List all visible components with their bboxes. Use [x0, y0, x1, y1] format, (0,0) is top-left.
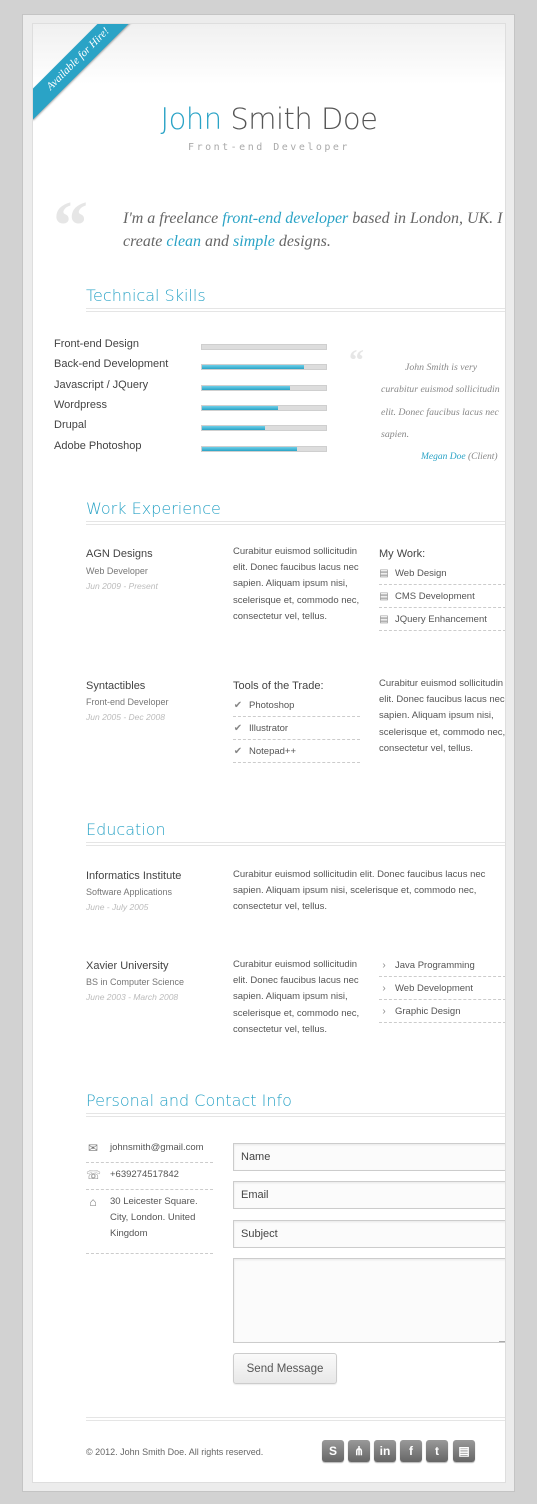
quote-icon: “ — [349, 344, 364, 377]
tools-list — [233, 694, 360, 763]
document-icon: ▤ — [379, 613, 389, 625]
send-message-button[interactable]: Send Message — [233, 1353, 337, 1384]
contact-address: ⌂ 30 Leicester Square. City, London. United Kingdom — [86, 1190, 213, 1254]
chevron-right-icon: › — [382, 982, 386, 994]
job-description: Curabitur euismod sollicitudin elit. Donec faucibus lacus nec sapien. Aliquam ipsum nisi, scelerisque et, commodo nec, consectetur vel, tellus. — [379, 678, 506, 754]
list-item — [379, 1000, 506, 1023]
list-item — [233, 740, 360, 763]
job-dates: Jun 2005 - Dec 2008 — [86, 712, 165, 722]
skills-heading: Technical Skills — [86, 286, 206, 305]
job-title: Front-end Developer — [188, 142, 350, 153]
contact-phone: ☏ +639274517842 — [86, 1163, 213, 1190]
list-item-label: Illustrator — [249, 722, 289, 734]
check-icon: ✔ — [233, 722, 243, 734]
list-item-label: Web Design — [395, 567, 447, 579]
mail-icon: ✉ — [87, 1141, 99, 1155]
list-title: My Work: — [379, 548, 426, 560]
intro-text: I'm a freelance front-end developer based in London, UK. I create clean and simple designs. — [123, 210, 503, 250]
list-title: Tools of the Trade: — [233, 680, 324, 692]
job-company: AGN Designs — [86, 548, 153, 560]
work-heading: Work Experience — [86, 499, 221, 518]
facebook-icon[interactable]: f — [400, 1440, 422, 1462]
subject-field[interactable]: Subject — [233, 1220, 506, 1248]
skill-bar — [201, 344, 327, 350]
skill-bar-fill — [202, 365, 304, 369]
skill-bar — [201, 425, 327, 431]
linkedin-icon[interactable]: in — [374, 1440, 396, 1462]
skill-label: Back-end Development — [54, 358, 169, 371]
job-dates: Jun 2009 - Present — [86, 581, 158, 591]
quote-icon: “ — [53, 188, 88, 265]
list-item-label: Notepad++ — [249, 745, 297, 757]
course-name: Software Applications — [86, 887, 173, 897]
list-item — [233, 694, 360, 717]
skill-bar — [201, 364, 327, 370]
first-name: John — [160, 102, 222, 136]
last-name: Smith Doe — [230, 102, 378, 136]
skill-bar-fill — [202, 406, 278, 410]
name-field[interactable]: Name — [233, 1143, 506, 1171]
print-icon[interactable]: ▤ — [453, 1440, 475, 1462]
testimonial-author: Megan Doe (Client) — [421, 452, 498, 462]
skill-label: Drupal — [54, 419, 87, 432]
list-item-label: CMS Development — [395, 590, 475, 602]
available-ribbon: Available for Hire! — [32, 23, 139, 120]
message-textarea[interactable] — [233, 1258, 506, 1343]
course-name: BS in Computer Science — [86, 977, 185, 987]
check-icon: ✔ — [233, 745, 243, 757]
list-item-label: Photoshop — [249, 699, 295, 711]
page-frame — [22, 14, 515, 1492]
document-icon: ▤ — [379, 567, 389, 579]
skill-label: Javascript / JQuery — [54, 378, 149, 391]
list-item — [379, 562, 506, 585]
list-item — [379, 954, 506, 977]
job-company: Syntactibles — [86, 680, 146, 692]
skill-label: Front-end Design — [54, 338, 139, 350]
my-work-list — [379, 562, 506, 631]
list-item-label: JQuery Enhancement — [395, 613, 487, 625]
education-description: Curabitur euismod sollicitudin elit. Donec faucibus lacus nec sapien. Aliquam ipsum nisi, scelerisque et, commodo nec, consectetur vel, tellus. — [233, 869, 486, 913]
list-item — [379, 977, 506, 1000]
resume-card — [32, 23, 506, 1483]
home-icon: ⌂ — [89, 1195, 97, 1209]
school-dates: June 2003 - March 2008 — [86, 992, 179, 1002]
testimonial-text: John Smith is very curabitur euismod sollicitudin elit. Donec faucibus lacus nec sapien. — [381, 362, 500, 440]
delicious-icon[interactable]: ⋔ — [348, 1440, 370, 1462]
skill-bar-fill — [202, 447, 297, 451]
job-description: Curabitur euismod sollicitudin elit. Donec faucibus lacus nec sapien. Aliquam ipsum nisi, scelerisque et, commodo nec, consectetur vel, tellus. — [233, 546, 360, 622]
list-item-label: Java Programming — [395, 959, 475, 971]
job-role: Web Developer — [86, 566, 148, 576]
school-name: Informatics Institute — [86, 870, 182, 882]
copyright-text: © 2012. John Smith Doe. All rights reserved. — [86, 1447, 264, 1457]
skill-bar — [201, 405, 327, 411]
document-icon: ▤ — [379, 590, 389, 602]
chevron-right-icon: › — [382, 959, 386, 971]
list-item-label: Web Development — [395, 982, 473, 994]
list-item — [233, 717, 360, 740]
contact-email: ✉ johnsmith@gmail.com — [86, 1136, 213, 1163]
skill-bar-fill — [202, 386, 290, 390]
skill-label: Wordpress — [54, 398, 107, 411]
list-item — [379, 585, 506, 608]
chevron-right-icon: › — [382, 1005, 386, 1017]
skill-label: Adobe Photoshop — [54, 439, 142, 452]
twitter-icon[interactable]: t — [426, 1440, 448, 1462]
education-description: Curabitur euismod sollicitudin elit. Donec faucibus lacus nec sapien. Aliquam ipsum nisi, scelerisque et, commodo nec, consectetur vel, tellus. — [233, 959, 360, 1035]
skill-bar — [201, 446, 327, 452]
list-item-label: Graphic Design — [395, 1005, 461, 1017]
email-field[interactable]: Email — [233, 1181, 506, 1209]
page-title — [33, 102, 505, 136]
education-heading: Education — [86, 820, 166, 839]
list-item — [379, 608, 506, 631]
check-icon: ✔ — [233, 699, 243, 711]
contact-heading: Personal and Contact Info — [86, 1091, 292, 1110]
skill-bar — [201, 385, 327, 391]
school-name: Xavier University — [86, 960, 169, 972]
job-role: Front-end Developer — [86, 697, 169, 707]
phone-icon: ☏ — [86, 1168, 102, 1182]
education-skills-list — [379, 954, 506, 1023]
school-dates: June - July 2005 — [86, 902, 149, 912]
skype-icon[interactable]: S — [322, 1440, 344, 1462]
resize-handle[interactable] — [499, 1335, 506, 1342]
skill-bar-fill — [202, 426, 265, 430]
